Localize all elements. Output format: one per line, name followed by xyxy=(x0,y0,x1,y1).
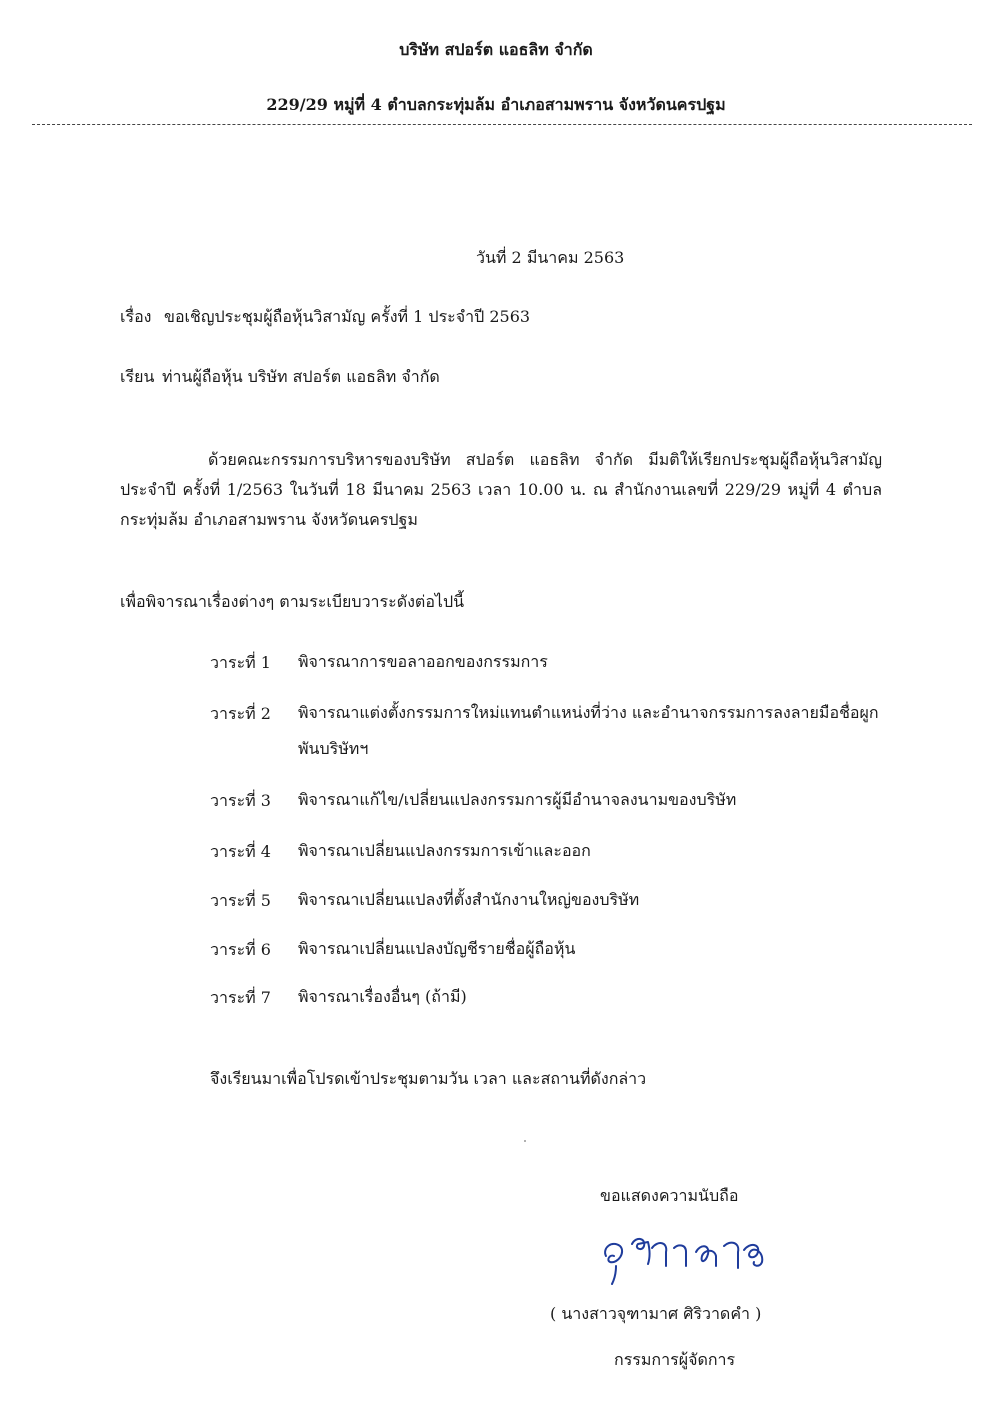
agenda-text: พิจารณาแต่งตั้งกรรมการใหม่แทนตำแหน่งที่ว่าง และอำนาจกรรมการลงลายมือชื่อผูกพันบริษัทฯ xyxy=(298,703,879,758)
company-address: 229/29 หมู่ที่ 4 ตำบลกระทุ่มล้ม อำเภอสามพราน จังหวัดนครปฐม xyxy=(266,95,726,114)
recipient-text: ท่านผู้ถือหุ้น บริษัท สปอร์ต แอธลิท จำกัด xyxy=(162,367,440,386)
signatory-name: ( นางสาวจุฑามาศ ศิริวาดคำ ) xyxy=(550,1304,762,1323)
agenda-label: วาระที่ 4 xyxy=(210,842,271,861)
company-name: บริษัท สปอร์ต แอธลิท จำกัด xyxy=(399,40,593,59)
agenda-intro: เพื่อพิจารณาเรื่องต่างๆ ตามระเบียบวาระดังต่อไปนี้ xyxy=(120,592,465,611)
letter-date: วันที่ 2 มีนาคม 2563 xyxy=(476,248,625,267)
handwritten-signature xyxy=(592,1222,772,1292)
agenda-label: วาระที่ 7 xyxy=(210,988,271,1007)
agenda-text: พิจารณาแก้ไข/เปลี่ยนแปลงกรรมการผู้มีอำนาจลงนามของบริษัท xyxy=(298,790,737,809)
closing-line: จึงเรียนมาเพื่อโปรดเข้าประชุมตามวัน เวลา และสถานที่ดังกล่าว xyxy=(210,1069,647,1088)
subject-label: เรื่อง xyxy=(120,307,152,326)
agenda-label: วาระที่ 2 xyxy=(210,704,271,723)
body-paragraph: ด้วยคณะกรรมการบริหารของบริษัท สปอร์ต แอธลิท จำกัด มีมติให้เรียกประชุมผู้ถือหุ้นวิสามัญ ประจำปี ครั้งที่ 1/2563 ในวันที่ 18 มีนาคม 2563 เวลา 10.00 น. ณ สำนักงานเลขที่ 229/29 หมู่ที่ 4 ตำบลกระทุ่มล้ม อำเภอสามพราน จังหวัดนครปฐม xyxy=(120,450,882,529)
recipient-label: เรียน xyxy=(120,367,155,386)
sign-off: ขอแสดงความนับถือ xyxy=(600,1186,739,1205)
agenda-label: วาระที่ 6 xyxy=(210,940,271,959)
agenda-text: พิจารณาเปลี่ยนแปลงกรรมการเข้าและออก xyxy=(298,841,591,860)
agenda-text: พิจารณาเปลี่ยนแปลงที่ตั้งสำนักงานใหญ่ของบริษัท xyxy=(298,890,640,909)
agenda-text: พิจารณาเปลี่ยนแปลงบัญชีรายชื่อผู้ถือหุ้น xyxy=(298,939,576,958)
scan-speck xyxy=(524,1140,526,1142)
header-divider xyxy=(32,124,972,125)
agenda-label: วาระที่ 1 xyxy=(210,653,271,672)
signatory-title: กรรมการผู้จัดการ xyxy=(614,1350,736,1369)
agenda-label: วาระที่ 5 xyxy=(210,891,271,910)
subject-text: ขอเชิญประชุมผู้ถือหุ้นวิสามัญ ครั้งที่ 1 ประจำปี 2563 xyxy=(164,307,531,326)
agenda-text: พิจารณาเรื่องอื่นๆ (ถ้ามี) xyxy=(298,987,467,1006)
agenda-text: พิจารณาการขอลาออกของกรรมการ xyxy=(298,652,548,671)
agenda-label: วาระที่ 3 xyxy=(210,791,271,810)
